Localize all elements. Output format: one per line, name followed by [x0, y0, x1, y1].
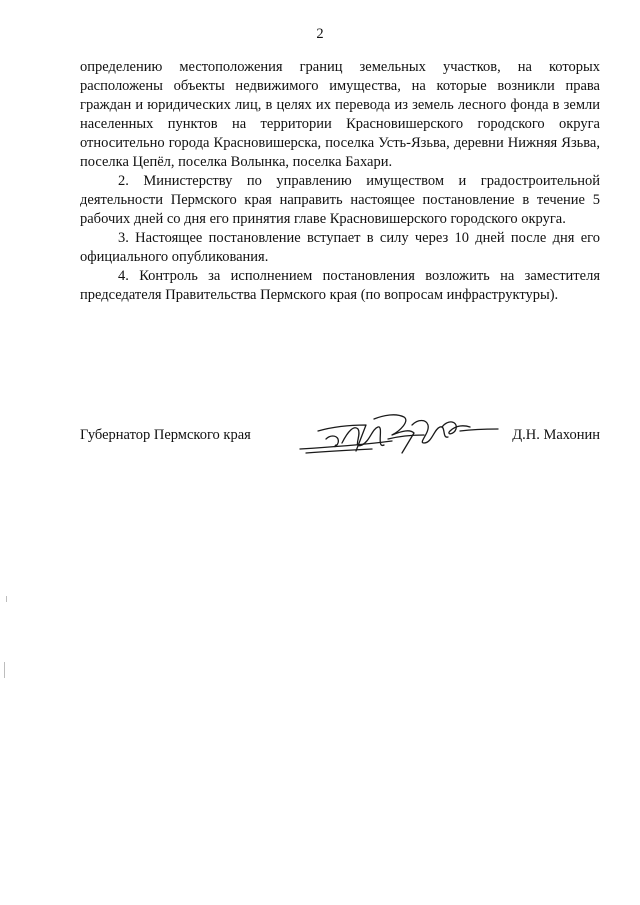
scan-artifact — [6, 596, 7, 602]
paragraph-continuation: определению местоположения границ земельных участков, на которых расположены объекты недвижимого имущества, на которые возникли права граждан и юридических лиц, в целях их перевода из земель лесного фонда в земли населенных пунктов на территории Красновишерского городского округа относительно города Красновишерска, поселка Усть-Язьва, деревни Нижняя Язьва, поселка Цепёл, поселка Волынка, поселка Бахари. — [80, 59, 600, 170]
document-body — [80, 58, 600, 305]
signature-block — [80, 405, 600, 465]
handwritten-signature — [292, 405, 502, 465]
signatory-position: Губернатор Пермского края — [80, 427, 251, 443]
paragraph-item-3: 3. Настоящее постановление вступает в силу через 10 дней после дня его официального опубликования. — [80, 230, 600, 265]
signatory-name: Д.Н. Махонин — [512, 427, 600, 443]
page-number: 2 — [316, 26, 324, 42]
scan-artifact — [4, 662, 5, 678]
paragraph-item-2: 2. Министерству по управлению имуществом и градостроительной деятельности Пермского края направить настоящее постановление в течение 5 рабочих дней со дня его принятия главе Красновишерского городского округа. — [80, 173, 600, 227]
paragraph-item-4: 4. Контроль за исполнением постановления возложить на заместителя председателя Правительства Пермского края (по вопросам инфраструктуры). — [80, 268, 600, 303]
